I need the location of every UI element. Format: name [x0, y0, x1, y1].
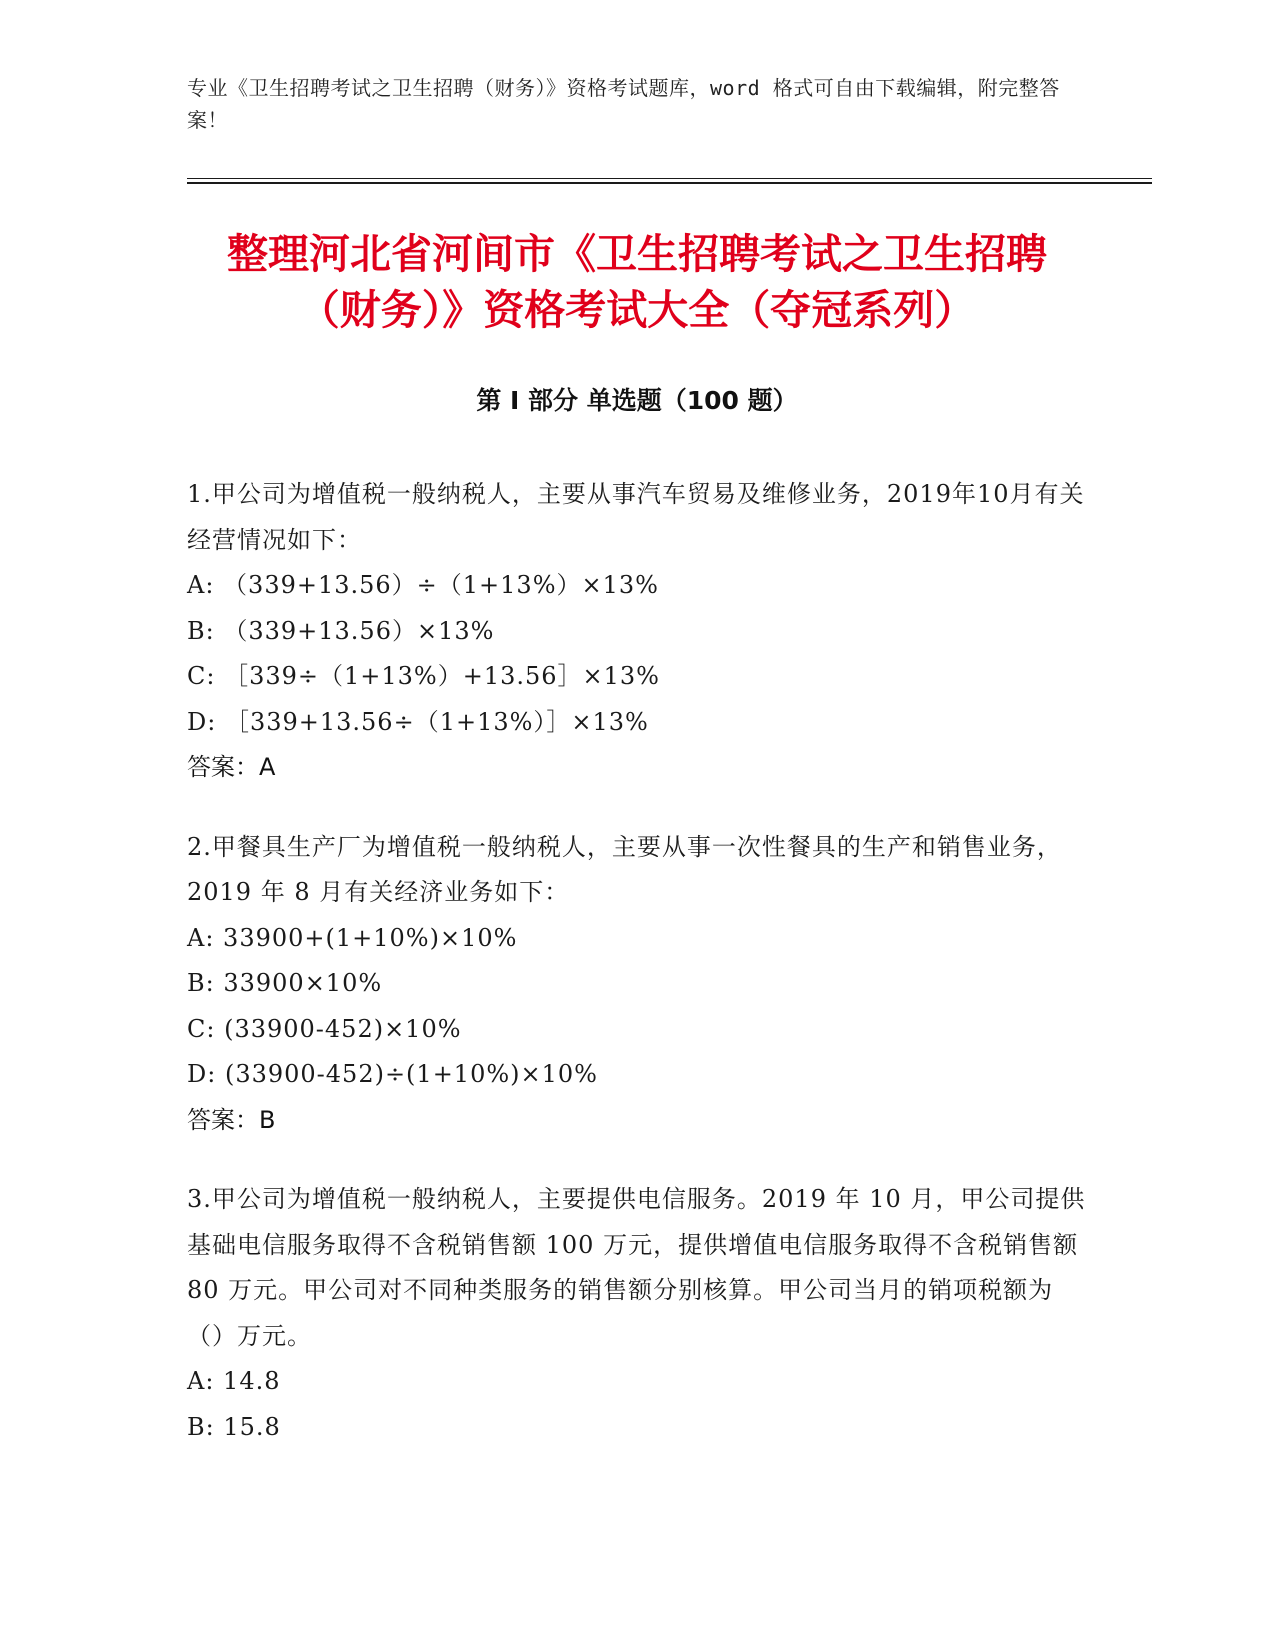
- question-2: [187, 825, 1087, 1144]
- question-stem: 3.甲公司为增值税一般纳税人，主要提供电信服务。2019 年 10 月，甲公司提供基础电信服务取得不含税销售额 100 万元，提供增值电信服务取得不含税销售额 80 万元。甲公司对不同种类服务的销售额分别核算。甲公司当月的销项税额为（）万元。: [187, 1185, 1086, 1350]
- question-list: [187, 472, 1087, 1484]
- option-d: D: ［339+13.56÷（1+13%）］×13%: [187, 707, 649, 736]
- question-1: [187, 472, 1087, 791]
- header-divider-thick: [187, 182, 1152, 184]
- answer-label: 答案：B: [187, 1105, 276, 1134]
- document-title: 整理河北省河间市《卫生招聘考试之卫生招聘（财务）》资格考试大全（夺冠系列）: [227, 230, 1047, 334]
- question-stem: 1.甲公司为增值税一般纳税人，主要从事汽车贸易及维修业务，2019年10月有关经营情况如下：: [187, 480, 1085, 554]
- option-c: C: ［339÷（1+13%）+13.56］×13%: [187, 662, 660, 690]
- option-a: A: 14.8: [187, 1367, 281, 1395]
- option-b: B: 15.8: [187, 1412, 281, 1441]
- question-stem: 2.甲餐具生产厂为增值税一般纳税人，主要从事一次性餐具的生产和销售业务，2019 年 8 月有关经济业务如下：: [187, 832, 1062, 906]
- header-note: 专业《卫生招聘考试之卫生招聘（财务）》资格考试题库，word 格式可自由下载编辑，附完整答案！: [187, 76, 1060, 132]
- question-3: [187, 1177, 1087, 1450]
- header-divider-thin: [187, 178, 1152, 179]
- option-c: C: (33900-452)×10%: [187, 1014, 462, 1043]
- option-d: D: (33900-452)÷(1+10%)×10%: [187, 1060, 598, 1088]
- answer-label: 答案：A: [187, 753, 276, 781]
- option-a: A: 33900+(1+10%)×10%: [187, 923, 518, 952]
- option-a: A: （339+13.56）÷（1+13%）×13%: [187, 571, 659, 599]
- option-b: B: 33900×10%: [187, 969, 383, 997]
- option-b: B: （339+13.56）×13%: [187, 616, 495, 645]
- section-title: 第 I 部分 单选题（100 题）: [476, 386, 798, 415]
